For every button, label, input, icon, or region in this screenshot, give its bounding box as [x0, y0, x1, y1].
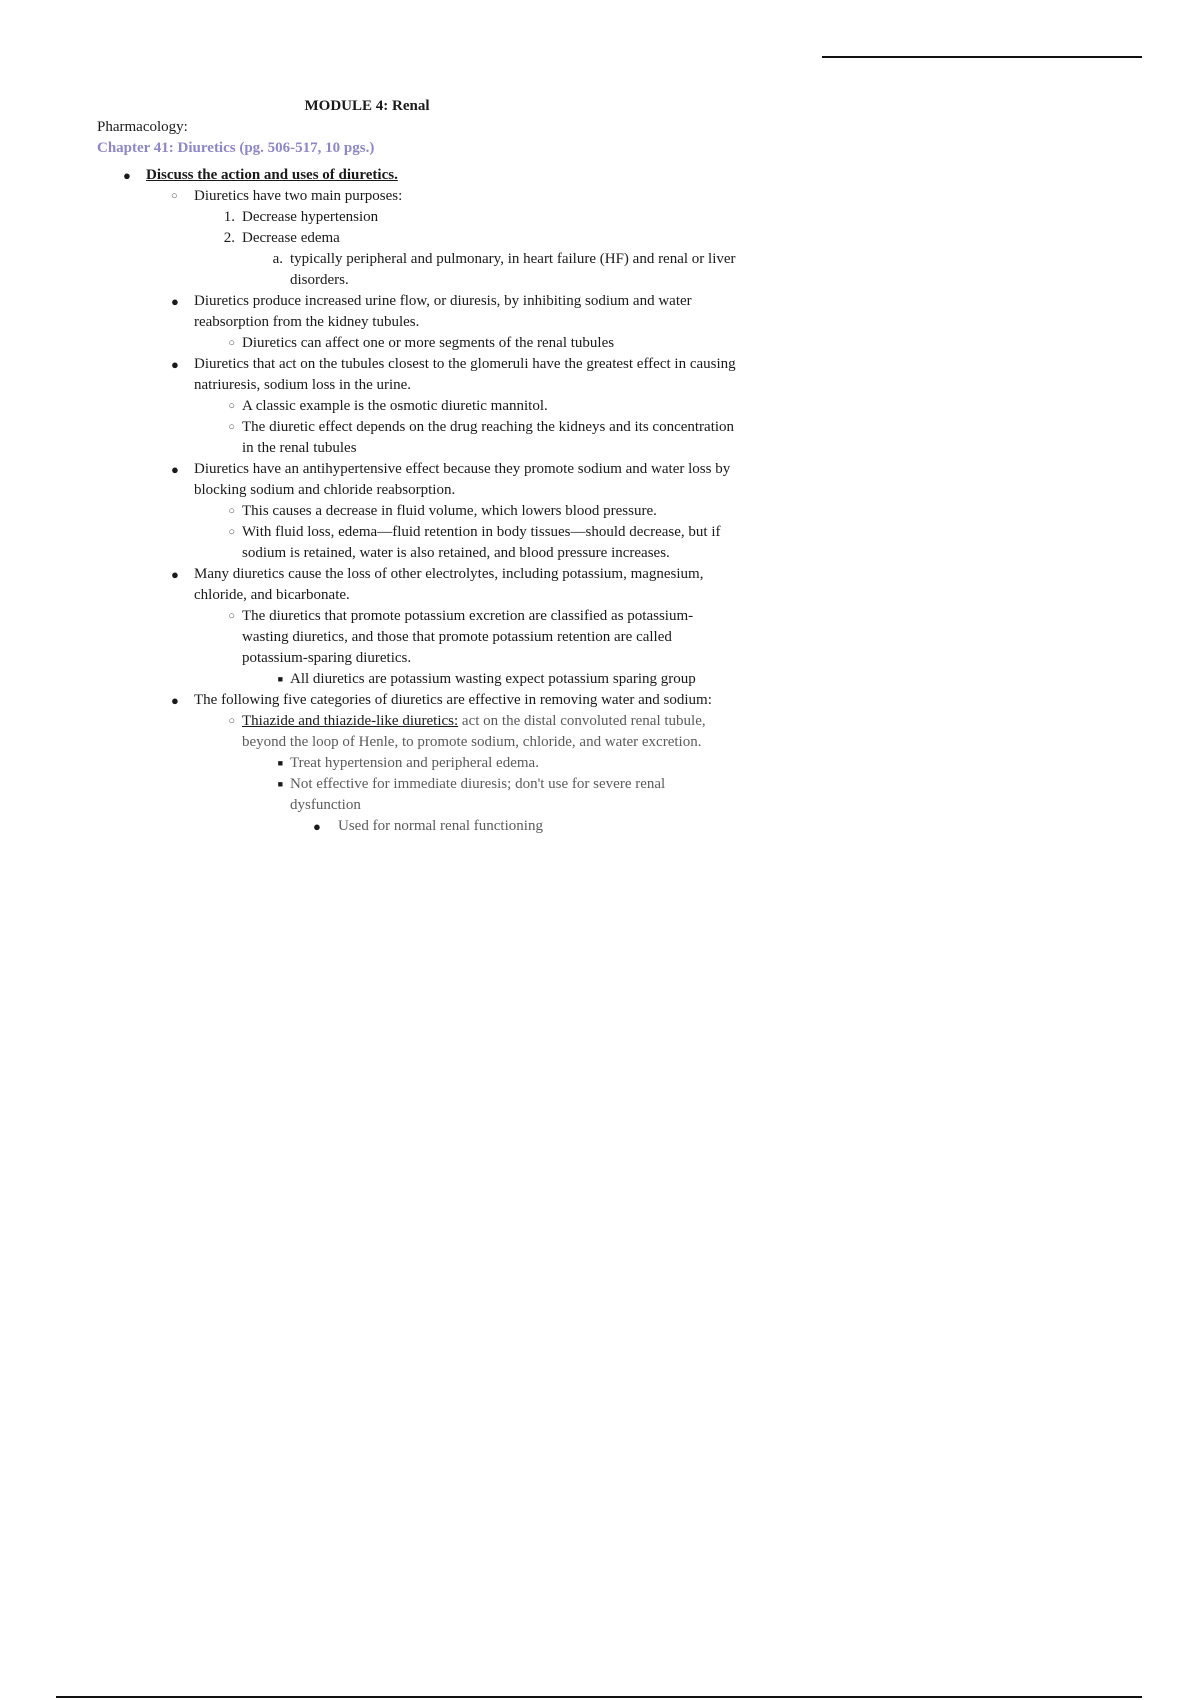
- list-number: 1.: [223, 209, 235, 225]
- list-item: [97, 774, 737, 816]
- list-item: [97, 816, 737, 837]
- term-thiazide: Thiazide and thiazide-like diuretics:: [242, 713, 459, 729]
- list-item: [97, 417, 737, 459]
- list-item-text: The following five categories of diuretics are effective in removing water and sodium:: [194, 692, 712, 708]
- bullet-disc-icon: ●: [171, 357, 179, 372]
- bullet-square-icon: ■: [277, 674, 283, 684]
- list-item-text: Diuretics can affect one or more segments of the renal tubules: [242, 335, 615, 351]
- list-item: [97, 396, 737, 417]
- bullet-circle-icon: ○: [228, 526, 235, 538]
- bullet-square-icon: ■: [277, 779, 283, 789]
- list-letter: a.: [272, 251, 283, 267]
- list-item-text: The diuretics that promote potassium excretion are classified as potassium-wasting diuretics, and those that promote potassium retention are called potassium-sparing diuretics.: [242, 608, 694, 666]
- list-item: [97, 753, 737, 774]
- top-rule: [822, 56, 1142, 58]
- document-page: [97, 96, 737, 837]
- bullet-disc-icon: ●: [171, 294, 179, 309]
- list-item: [97, 522, 737, 564]
- bullet-circle-icon: ○: [228, 337, 235, 349]
- bullet-circle-icon: ○: [228, 421, 235, 433]
- list-item-text: All diuretics are potassium wasting expect potassium sparing group: [290, 671, 696, 687]
- bullet-disc-icon: ●: [171, 462, 179, 477]
- chapter-heading: Chapter 41: Diuretics (pg. 506-517, 10 pgs.): [97, 140, 375, 156]
- list-item: [97, 711, 737, 753]
- module-title: MODULE 4: Renal: [304, 98, 430, 114]
- list-item-text: A classic example is the osmotic diuretic mannitol.: [242, 398, 548, 414]
- list-item: [97, 249, 737, 291]
- list-item-text: The diuretic effect depends on the drug reaching the kidneys and its concentration in the renal tubules: [242, 419, 735, 456]
- list-item-text: Many diuretics cause the loss of other electrolytes, including potassium, magnesium, chloride, and bicarbonate.: [194, 566, 704, 603]
- list-item: [97, 186, 737, 207]
- list-item-text: This causes a decrease in fluid volume, which lowers blood pressure.: [242, 503, 657, 519]
- term-description: act on the distal convoluted renal tubule, beyond the loop of Henle, to promote sodium, chloride, and water excretion.: [242, 713, 706, 750]
- list-item: [97, 690, 737, 711]
- bullet-circle-icon: ○: [171, 190, 178, 202]
- list-item-text: Diuretics have two main purposes:: [194, 188, 403, 204]
- bullet-circle-icon: ○: [228, 400, 235, 412]
- list-item: [97, 564, 737, 606]
- objective-item: [97, 165, 737, 186]
- list-item-text: Decrease hypertension: [242, 209, 379, 225]
- list-item-text: Decrease edema: [242, 230, 340, 246]
- bullet-circle-icon: ○: [228, 505, 235, 517]
- list-item-text: [242, 711, 737, 753]
- list-item: [97, 291, 737, 333]
- bullet-disc-icon: ●: [171, 567, 179, 582]
- list-item-text: Diuretics have an antihypertensive effect because they promote sodium and water loss by blocking sodium and chloride reabsorption.: [194, 461, 731, 498]
- list-item: [97, 669, 737, 690]
- list-item: [97, 207, 737, 228]
- list-item-text: Diuretics produce increased urine flow, or diuresis, by inhibiting sodium and water reabsorption from the kidney tubules.: [194, 293, 692, 330]
- list-item-text: Not effective for immediate diuresis; don't use for severe renal dysfunction: [290, 776, 666, 813]
- bullet-circle-icon: ○: [228, 715, 235, 727]
- list-item: [97, 228, 737, 249]
- bullet-circle-icon: ○: [228, 610, 235, 622]
- list-item-text: Diuretics that act on the tubules closest to the glomeruli have the greatest effect in causing natriuresis, sodium loss in the urine.: [194, 356, 736, 393]
- bullet-disc-icon: ●: [313, 819, 321, 834]
- list-number: 2.: [223, 230, 235, 246]
- list-item-text: Used for normal renal functioning: [338, 818, 543, 834]
- list-item: [97, 333, 737, 354]
- list-item: [97, 501, 737, 522]
- bullet-disc-icon: ●: [171, 693, 179, 708]
- list-item: [97, 459, 737, 501]
- objective-text: Discuss the action and uses of diuretics.: [146, 167, 398, 183]
- bullet-square-icon: ■: [277, 758, 283, 768]
- subject-label: Pharmacology:: [97, 119, 188, 135]
- list-item-text: With fluid loss, edema—fluid retention in body tissues—should decrease, but if sodium is retained, water is also retained, and blood pressure increases.: [242, 524, 721, 561]
- list-item: [97, 354, 737, 396]
- bottom-rule: [56, 1696, 1142, 1698]
- bullet-disc-icon: ●: [123, 168, 131, 183]
- list-item-text: Treat hypertension and peripheral edema.: [290, 755, 539, 771]
- list-item-text: typically peripheral and pulmonary, in heart failure (HF) and renal or liver disorders.: [290, 251, 736, 288]
- list-item: [97, 606, 737, 669]
